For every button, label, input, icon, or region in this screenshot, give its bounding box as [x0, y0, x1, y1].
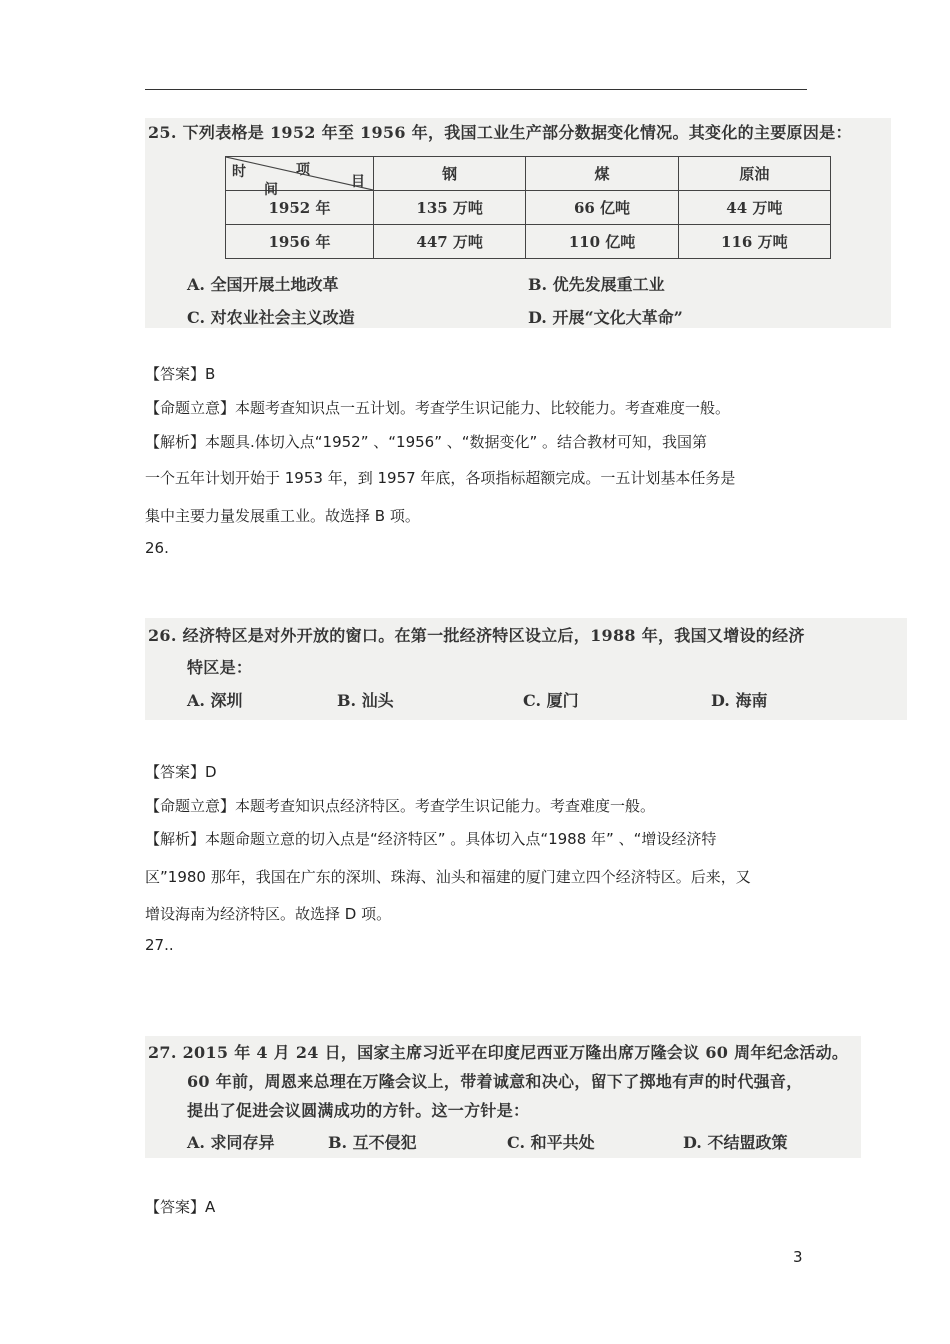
q25-option-d: D. 开展“文化大革命” — [528, 308, 683, 327]
cell-steel: 135 万吨 — [374, 191, 526, 225]
table-corner-cell — [226, 157, 374, 198]
question-27-image — [145, 1036, 861, 1158]
q26-option-c: C. 厦门 — [523, 691, 579, 710]
q25-analysis-line1: 【解析】本题具.体切入点“1952” 、“1956” 、“数据变化” 。结合教材可知，我国第 — [145, 433, 708, 451]
table-row — [226, 225, 831, 259]
corner-label-item1: 项 — [296, 162, 310, 178]
q26-answer: 【答案】D — [145, 763, 217, 781]
cell-crude-oil: 44 万吨 — [678, 191, 830, 225]
corner-label-time: 时 — [232, 164, 246, 180]
q27-stem-line1: 27. 2015 年 4 月 24 日，国家主席习近平在印度尼西亚万隆出席万隆会议 60 周年纪念活动。 — [148, 1043, 849, 1062]
q26-option-d: D. 海南 — [711, 691, 768, 710]
q27-option-b: B. 互不侵犯 — [328, 1133, 417, 1152]
header-crude-oil: 原油 — [678, 157, 830, 191]
q25-option-b: B. 优先发展重工业 — [528, 275, 665, 294]
industry-data-table — [225, 156, 831, 259]
table-row — [226, 191, 831, 225]
question-25-image — [145, 118, 891, 328]
q26-analysis-line3: 增设海南为经济特区。故选择 D 项。 — [145, 905, 392, 923]
corner-label-time2: 间 — [264, 182, 278, 198]
q26-analysis-line2: 区”1980 那年，我国在广东的深圳、珠海、汕头和福建的厦门建立四个经济特区。后来，又 — [145, 868, 751, 886]
q26-option-a: A. 深圳 — [187, 691, 243, 710]
q25-intent: 【命题立意】本题考查知识点一五计划。考查学生识记能力、比较能力。考查难度一般。 — [145, 399, 731, 417]
cell-crude-oil: 116 万吨 — [678, 225, 830, 259]
q25-analysis-line2: 一个五年计划开始于 1953 年，到 1957 年底，各项指标超额完成。一五计划基本任务是 — [145, 469, 736, 487]
q27-option-d: D. 不结盟政策 — [683, 1133, 788, 1152]
table-header-row — [226, 157, 831, 191]
corner-label-item2: 目 — [351, 174, 365, 190]
q26-intent: 【命题立意】本题考查知识点经济特区。考查学生识记能力。考查难度一般。 — [145, 797, 656, 815]
q26-option-b: B. 汕头 — [337, 691, 394, 710]
q27-number: 27.. — [145, 936, 174, 954]
q27-stem-line3: 提出了促进会议圆满成功的方针。这一方针是： — [187, 1101, 530, 1120]
page-number: 3 — [793, 1248, 803, 1266]
q26-number: 26. — [145, 539, 169, 557]
q27-option-c: C. 和平共处 — [507, 1133, 595, 1152]
cell-coal: 110 亿吨 — [526, 225, 678, 259]
q25-answer: 【答案】B — [145, 365, 216, 383]
question-25-stem: 25. 下列表格是 1952 年至 1956 年，我国工业生产部分数据变化情况。其变化的主要原因是： — [148, 123, 852, 142]
cell-coal: 66 亿吨 — [526, 191, 678, 225]
q27-stem-line2: 60 年前，周恩来总理在万隆会议上，带着诚意和决心，留下了掷地有声的时代强音， — [187, 1072, 803, 1091]
q27-answer: 【答案】A — [145, 1198, 216, 1216]
header-steel: 钢 — [374, 157, 526, 191]
q26-stem-line2: 特区是： — [187, 658, 253, 677]
q26-analysis-line1: 【解析】本题命题立意的切入点是“经济特区” 。具体切入点“1988 年” 、“增设经济特 — [145, 830, 717, 848]
q27-option-a: A. 求同存异 — [187, 1133, 275, 1152]
q25-option-a: A. 全国开展土地改革 — [187, 275, 339, 294]
cell-steel: 447 万吨 — [374, 225, 526, 259]
q25-analysis-line3: 集中主要力量发展重工业。故选择 B 项。 — [145, 507, 420, 525]
row-year: 1956 年 — [226, 225, 374, 259]
header-rule — [145, 89, 807, 90]
question-26-image — [145, 618, 907, 720]
row-year: 1952 年 — [226, 191, 374, 225]
q25-option-c: C. 对农业社会主义改造 — [187, 308, 355, 327]
q26-stem-line1: 26. 经济特区是对外开放的窗口。在第一批经济特区设立后，1988 年，我国又增设的经济 — [148, 626, 805, 645]
header-coal: 煤 — [526, 157, 678, 191]
